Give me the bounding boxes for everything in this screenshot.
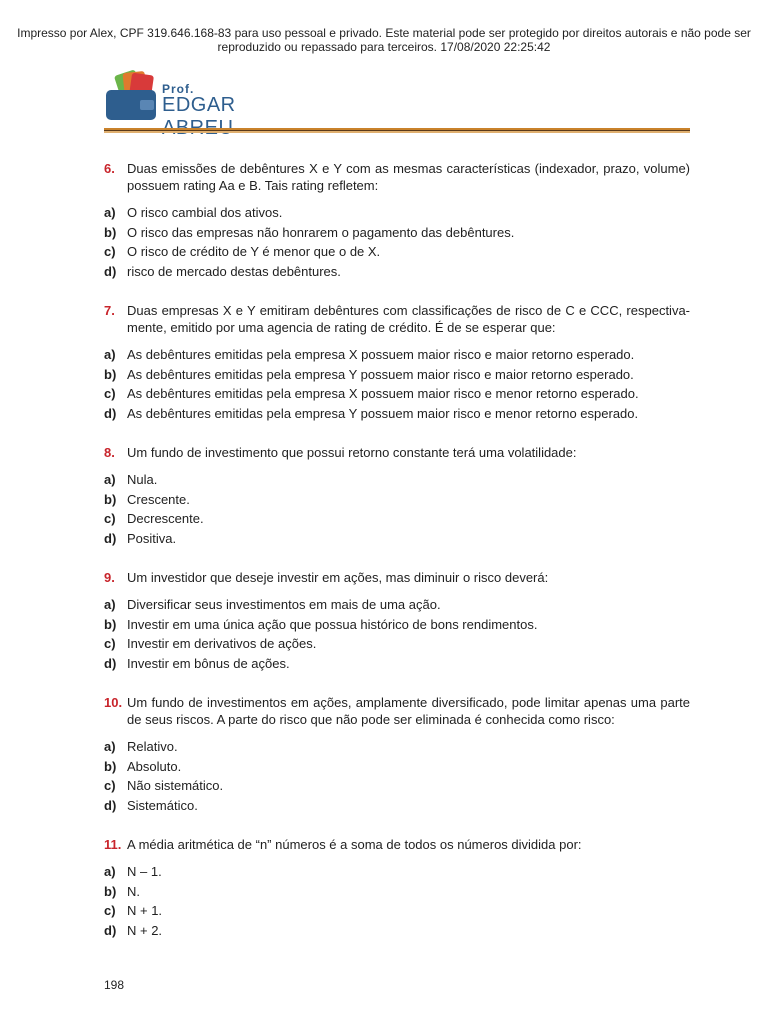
question-text: Duas emissões de debêntures X e Y com as mesmas características (indexador, prazo, volume) possuem rating Aa e B. Tais rating refletem: [127, 161, 690, 193]
answer-option [104, 615, 690, 635]
question-text: Um fundo de investimentos em ações, amplamente diversificado, pode limitar apenas uma parte de seus riscos. A parte do risco que não pode ser eliminada é conhecida como risco: [127, 695, 690, 727]
option-text: risco de mercado destas debêntures. [127, 263, 341, 279]
option-text: As debêntures emitidas pela empresa X possuem maior risco e maior retorno esperado. [127, 347, 635, 362]
option-text: Investir em uma única ação que possua histórico de bons rendimentos. [127, 616, 538, 632]
question-text: A média aritmética de “n” números é a soma de todos os números dividida por: [127, 837, 582, 852]
question-number: 8. [104, 445, 115, 460]
answer-option [104, 203, 690, 223]
option-letter: b) [104, 758, 117, 774]
option-letter: c) [104, 778, 116, 793]
answer-option [104, 757, 690, 777]
option-text: O risco cambial dos ativos. [127, 205, 283, 220]
option-letter: c) [104, 511, 116, 526]
option-text: Não sistemático. [127, 778, 224, 793]
answer-options [104, 862, 690, 940]
logo-name: EDGAR [162, 94, 236, 116]
question-item [104, 444, 690, 548]
answer-option [104, 776, 690, 796]
option-text: Crescente. [127, 491, 190, 507]
option-text: N + 2. [127, 922, 163, 938]
option-text: Sistemático. [127, 797, 198, 813]
answer-option [104, 490, 690, 510]
option-text: Investir em derivativos de ações. [127, 636, 317, 651]
question-item [104, 302, 690, 423]
answer-options [104, 203, 690, 281]
answer-option [104, 862, 690, 882]
question-stem [104, 569, 690, 586]
header-divider [104, 128, 690, 133]
watermark-line-2: reproduzido ou repassado para terceiros. 17/08/2020 22:25:42 [217, 40, 551, 54]
option-text: As debêntures emitidas pela empresa Y possuem maior risco e menor retorno esperado. [127, 405, 639, 421]
question-item [104, 694, 690, 815]
option-letter: d) [104, 405, 117, 421]
question-text: Um fundo de investimento que possui retorno constante terá uma volatilidade: [127, 445, 577, 460]
option-text: O risco das empresas não honrarem o pagamento das debêntures. [127, 224, 515, 240]
option-letter: b) [104, 883, 117, 899]
option-letter: a) [104, 864, 116, 879]
question-text: Duas empresas X e Y emitiram debêntures com classificações de risco de C e CCC, respectiva-mente, emitido por uma agencia de rating de crédito. É de se esperar que: [127, 303, 690, 335]
option-letter: c) [104, 386, 116, 401]
answer-option [104, 882, 690, 902]
option-letter: d) [104, 530, 117, 546]
option-text: Diversificar seus investimentos em mais de uma ação. [127, 597, 441, 612]
option-letter: d) [104, 263, 117, 279]
answer-option [104, 901, 690, 921]
option-letter: b) [104, 366, 117, 382]
answer-option [104, 470, 690, 490]
answer-option [104, 654, 690, 674]
question-stem [104, 694, 690, 728]
option-letter: c) [104, 903, 116, 918]
answer-option [104, 365, 690, 385]
option-letter: d) [104, 655, 117, 671]
question-stem [104, 444, 690, 461]
answer-option [104, 404, 690, 424]
option-text: Decrescente. [127, 511, 204, 526]
answer-options [104, 470, 690, 548]
print-watermark [0, 26, 768, 54]
answer-option [104, 223, 690, 243]
wallet-cards-icon [104, 70, 158, 122]
option-text: N – 1. [127, 864, 162, 879]
option-letter: c) [104, 636, 116, 651]
answer-option [104, 384, 690, 404]
answer-option [104, 262, 690, 282]
option-letter: a) [104, 739, 116, 754]
logo-prefix: Prof. [162, 82, 195, 96]
question-stem [104, 160, 690, 194]
answer-options [104, 595, 690, 673]
question-number: 7. [104, 303, 115, 318]
question-text: Um investidor que deseje investir em ações, mas diminuir o risco deverá: [127, 570, 549, 585]
answer-option [104, 529, 690, 549]
option-letter: b) [104, 491, 117, 507]
author-logo [104, 70, 304, 124]
page-number: 198 [104, 978, 125, 992]
option-text: O risco de crédito de Y é menor que o de X. [127, 244, 381, 259]
option-text: Relativo. [127, 739, 178, 754]
answer-option [104, 509, 690, 529]
option-letter: a) [104, 597, 116, 612]
question-item [104, 569, 690, 673]
option-letter: d) [104, 797, 117, 813]
answer-option [104, 796, 690, 816]
option-letter: a) [104, 205, 116, 220]
question-number: 6. [104, 161, 115, 176]
answer-option [104, 242, 690, 262]
question-item [104, 836, 690, 940]
option-letter: d) [104, 922, 117, 938]
question-item [104, 160, 690, 281]
option-text: Absoluto. [127, 758, 182, 774]
option-text: Positiva. [127, 530, 177, 546]
option-text: N. [127, 883, 140, 899]
option-letter: a) [104, 347, 116, 362]
watermark-line-1: Impresso por Alex, CPF 319.646.168-83 para uso pessoal e privado. Este material pode ser protegido por direitos autorais e não pode ser [17, 26, 751, 40]
question-number: 9. [104, 570, 115, 585]
option-letter: b) [104, 616, 117, 632]
answer-option [104, 737, 690, 757]
option-letter: a) [104, 472, 116, 487]
question-number: 10. [104, 695, 123, 710]
answer-options [104, 345, 690, 423]
question-stem [104, 302, 690, 336]
option-text: As debêntures emitidas pela empresa X possuem maior risco e menor retorno esperado. [127, 386, 639, 401]
option-text: Investir em bônus de ações. [127, 655, 290, 671]
answer-option [104, 921, 690, 941]
answer-option [104, 634, 690, 654]
question-stem [104, 836, 690, 853]
option-text: As debêntures emitidas pela empresa Y possuem maior risco e maior retorno esperado. [127, 366, 634, 382]
question-list [104, 160, 690, 961]
option-letter: b) [104, 224, 117, 240]
question-number: 11. [104, 837, 122, 852]
option-text: Nula. [127, 472, 158, 487]
answer-options [104, 737, 690, 815]
answer-option [104, 595, 690, 615]
option-letter: c) [104, 244, 116, 259]
option-text: N + 1. [127, 903, 163, 918]
answer-option [104, 345, 690, 365]
